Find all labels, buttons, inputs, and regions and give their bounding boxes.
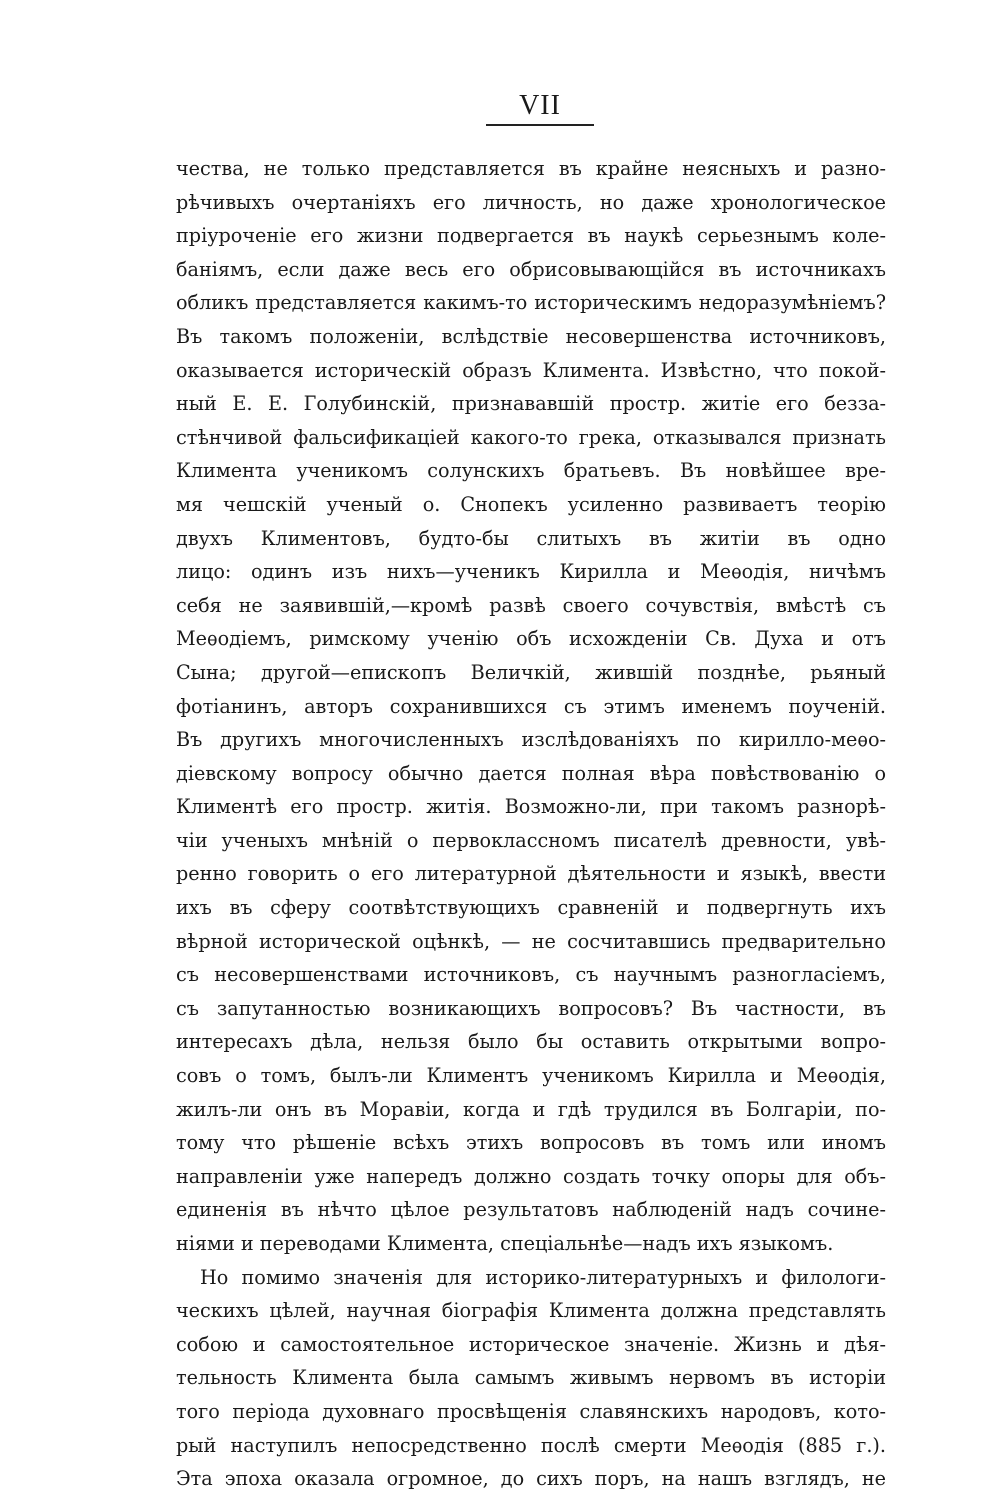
- text-line: интересахъ дѣла, нельзя было бы оставить открытыми вопро-: [176, 1030, 886, 1054]
- text-line: того періода духовнаго просвѣщенія славянскихъ народовъ, кото-: [176, 1399, 886, 1423]
- text-line: собою и самостоятельное историческое значеніе. Жизнь и дѣя-: [176, 1332, 886, 1356]
- text-line: Въ такомъ положеніи, вслѣдствіе несовершенства источниковъ,: [176, 324, 886, 348]
- text-line: вѣрной исторической оцѣнкѣ, — не сосчитавшись предварительно: [176, 929, 886, 953]
- text-line: рѣчивыхъ очертаніяхъ его личность, но даже хронологическое: [176, 190, 886, 214]
- text-line: мя чешскій ученый о. Снопекъ усиленно развиваетъ теорію: [176, 492, 886, 516]
- body-text: [176, 152, 886, 1496]
- text-line: Эта эпоха оказала огромное, до сихъ поръ, на нашъ взглядъ, не: [176, 1467, 886, 1491]
- text-line: стѣнчивой фальсификаціей какого-то грека, отказывался признать: [176, 425, 886, 449]
- text-line: Но помимо значенія для историко-литературныхъ и филологи-: [200, 1265, 886, 1289]
- text-line: Климентѣ его простр. житія. Возможно-ли, при такомъ разнорѣ-: [176, 795, 886, 819]
- text-line: чества, не только представляется въ крайне неясныхъ и разно-: [176, 157, 886, 180]
- text-line: фотіанинъ, авторъ сохранившихся съ этимъ именемъ поученій.: [176, 694, 886, 718]
- text-line: ренно говорить о его литературной дѣятельности и языкѣ, ввести: [176, 862, 886, 886]
- text-line: ихъ въ сферу соотвѣтствующихъ сравненій и подвергнуть ихъ: [176, 896, 886, 920]
- paragraph: [176, 1261, 886, 1496]
- text-line: Въ другихъ многочисленныхъ изслѣдованіяхъ по кирилло-меѳо-: [176, 728, 886, 752]
- text-line: обликъ представляется какимъ-то историческимъ недоразумѣніемъ?: [176, 291, 886, 315]
- text-line: Сына; другой—епископъ Величкій, жившій позднѣе, рьяный: [176, 660, 886, 684]
- text-line: діевскому вопросу обычно дается полная вѣра повѣствованію о: [176, 761, 886, 785]
- text-line: ный Е. Е. Голубинскій, признававшій простр. житіе его безза-: [176, 392, 886, 416]
- text-line: лицо: одинъ изъ нихъ—ученикъ Кирилла и Меѳодія, ничѣмъ: [176, 560, 886, 584]
- header-rule: [486, 124, 594, 126]
- text-line: единенія въ нѣчто цѣлое результатовъ наблюденій надъ сочине-: [176, 1198, 886, 1222]
- text-line: рый наступилъ непосредственно послѣ смерти Меѳодія (885 г.).: [176, 1433, 886, 1457]
- text-line: оказывается историческій образъ Климента. Извѣстно, что покой-: [176, 358, 886, 382]
- text-line: пріуроченіе его жизни подвергается въ наукѣ серьезнымъ коле-: [176, 224, 886, 248]
- page-header: [480, 88, 600, 126]
- text-line: тому что рѣшеніе всѣхъ этихъ вопросовъ въ томъ или иномъ: [176, 1131, 886, 1155]
- text-line: направленіи уже напередъ должно создать точку опоры для объ-: [176, 1164, 886, 1188]
- text-line: жилъ-ли онъ въ Моравіи, когда и гдѣ трудился въ Болгаріи, по-: [176, 1097, 886, 1121]
- text-line: ческихъ цѣлей, научная біографія Климента должна представлять: [176, 1299, 886, 1323]
- text-line: совъ о томъ, былъ-ли Климентъ ученикомъ Кирилла и Меѳодія,: [176, 1064, 886, 1088]
- text-line: Меѳодіемъ, римскому ученію объ исхожденіи Св. Духа и отъ: [176, 627, 886, 651]
- text-line: двухъ Климентовъ, будто-бы слитыхъ въ житіи въ одно: [176, 526, 886, 550]
- text-line: Климента ученикомъ солунскихъ братьевъ. Въ новѣйшее вре-: [176, 459, 886, 483]
- text-line: ніями и переводами Климента, спеціальнѣе—надъ ихъ языкомъ.: [176, 1232, 834, 1255]
- text-line: чіи ученыхъ мнѣній о первоклассномъ писателѣ древности, увѣ-: [176, 828, 886, 852]
- text-line: тельность Климента была самымъ живымъ нервомъ въ исторіи: [176, 1366, 886, 1390]
- text-line: себя не заявившій,—кромѣ развѣ своего сочувствія, вмѣстѣ съ: [176, 593, 886, 617]
- text-line: съ несовершенствами источниковъ, съ научнымъ разногласіемъ,: [176, 963, 886, 987]
- paragraph: [176, 152, 886, 1261]
- text-line: баніямъ, если даже весь его обрисовывающійся въ источникахъ: [176, 257, 886, 281]
- page-number: VII: [519, 90, 561, 121]
- text-line: съ запутанностью возникающихъ вопросовъ? Въ частности, въ: [176, 996, 886, 1020]
